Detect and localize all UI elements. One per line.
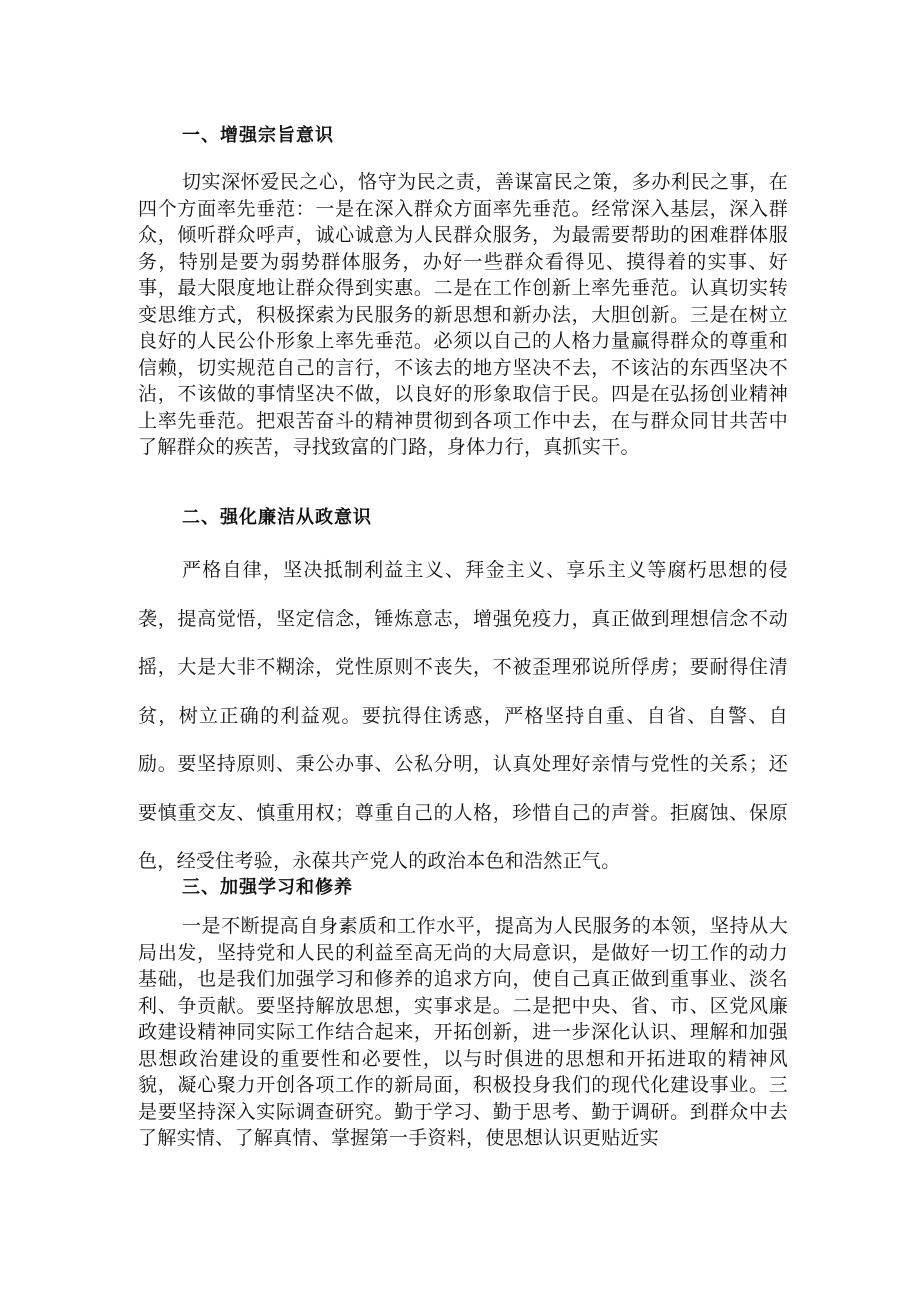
section-heading: 三、加强学习和修养 [182, 877, 353, 898]
section-heading: 一、增强宗旨意识 [182, 125, 334, 146]
section-paragraph: 一是不断提高自身素质和工作水平，提高为人民服务的本领，坚持从大局出发，坚持党和人民的利益至高无尚的大局意识，是做好一切工作的动力基础，也是我们加强学习和修养的追求方向，使自己真正做到重事业、淡名利、争贡献。要坚持解放思想，实事求是。二是把中央、省、市、区党风廉政建设精神同实际工作结合起来，开拓创新，进一步深化认识、理解和加强思想政治建设的重要性和必要性，以与时俱进的思想和开拓进取的精神风貌，凝心聚力开创各项工作的新局面，积极投身我们的现代化建设事业。三是要坚持深入实际调查研究。勤于学习、勤于思考、勤于调研。到群众中去了解实情、了解真情、掌握第一手资料，使思想认识更贴近实 [138, 915, 788, 1149]
section-paragraph: 严格自律，坚决抵制利益主义、拜金主义、享乐主义等腐朽思想的侵袭，提高觉悟，坚定信念，锤炼意志，增强免疫力，真正做到理想信念不动摇，大是大非不糊涂，党性原则不丧失，不被歪理邪说所俘虏；要耐得住清贫，树立正确的利益观。要抗得住诱惑，严格坚持自重、自省、自警、自励。要坚持原则、秉公办事、公私分明，认真处理好亲情与党性的关系；还要慎重交友、慎重用权；尊重自己的人格，珍惜自己的声誉。拒腐蚀、保原色，经受住考验，永葆共产党人的政治本色和浩然正气。 [138, 559, 788, 872]
section-paragraph: 切实深怀爱民之心，恪守为民之责，善谋富民之策，多办利民之事，在四个方面率先垂范：一是在深入群众方面率先垂范。经常深入基层，深入群众，倾听群众呼声，诚心诚意为人民群众服务，为最需要帮助的困难群体服务，特别是要为弱势群体服务，办好一些群众看得见、摸得着的实事、好事，最大限度地让群众得到实惠。二是在工作创新上率先垂范。认真切实转变思维方式，积极探索为民服务的新思想和新办法，大胆创新。三是在树立良好的人民公仆形象上率先垂范。必须以自己的人格力量赢得群众的尊重和信赖，切实规范自己的言行，不该去的地方坚决不去，不该沾的东西坚决不沾，不该做的事情坚决不做，以良好的形象取信于民。四是在弘扬创业精神上率先垂范。把艰苦奋斗的精神贯彻到各项工作中去，在与群众同甘共苦中了解群众的疾苦，寻找致富的门路，身体力行，真抓实干。 [138, 171, 788, 458]
section-heading: 二、强化廉洁从政意识 [182, 507, 372, 528]
